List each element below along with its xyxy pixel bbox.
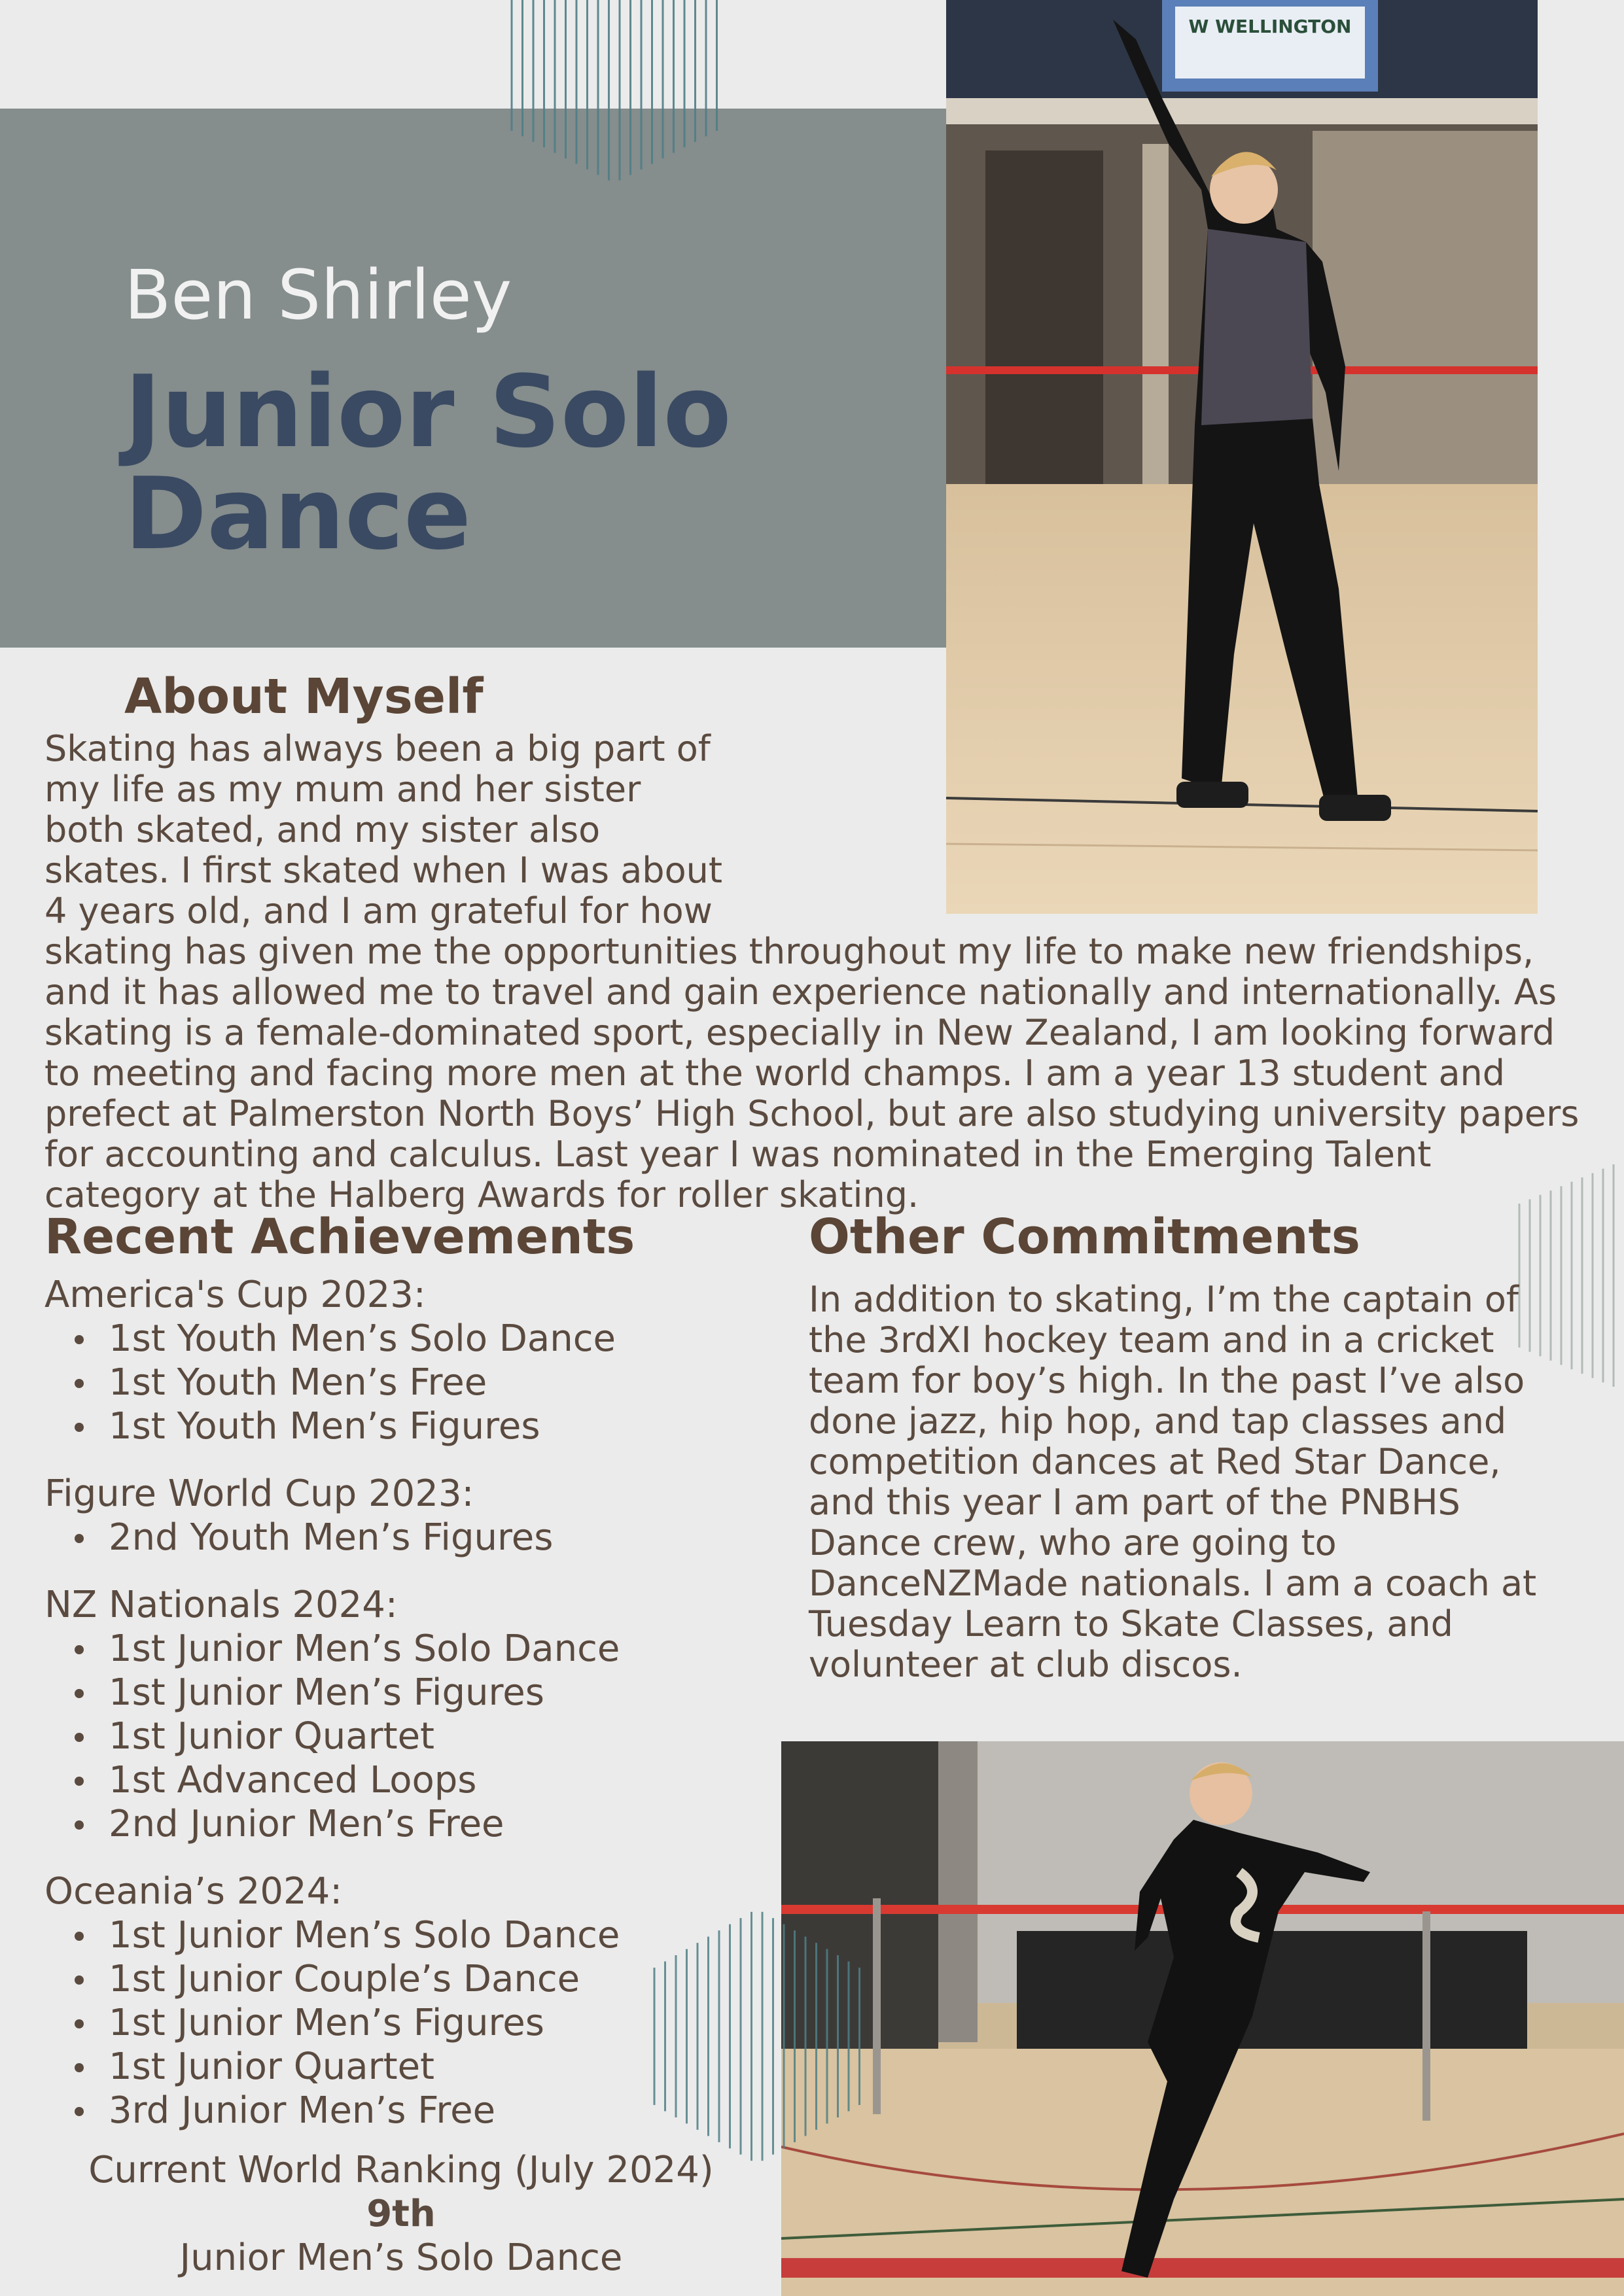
achievement-item: 2nd Youth Men’s Figures [109,1516,738,1559]
achievement-item: 1st Advanced Loops [109,1758,738,1802]
achievement-item: 2nd Junior Men’s Free [109,1802,738,1846]
achievement-item: 1st Junior Quartet [109,2045,738,2089]
achievement-item: 1st Junior Quartet [109,1714,738,1758]
achievement-group [44,1583,738,1846]
world-ranking [44,2148,758,2280]
about-heading: About Myself [124,669,484,725]
achievement-group [44,1273,738,1448]
about-paragraph: Skating has always been a big part of my life as my mum and her sister both skated, and my sister also skates. I first skated when I was about 4 years old, and I am grateful for how skating has given me the opportunities throughout my life to make new friendships, and it has allowed me to travel and gain experience nationally and internationally. As skating is a female-dominated sport, especially in New Zealand, I am looking forward to meeting and facing more men at the world champs. I am a year 13 student and prefect at Palmerston North Boys’ High School, but are also studying university papers for accounting and calculus. Last year I was nominated in the Emerging Talent category at the Halberg Awards for roller skating. [44,728,1580,1215]
top-stripes-decoration [509,0,725,190]
achievements-list [44,1273,738,2156]
achievements-heading: Recent Achievements [44,1209,635,1265]
discipline-title: Junior Solo Dance [124,354,732,572]
achievement-items [44,1913,738,2132]
about-body-text [44,729,1589,1215]
achievement-group [44,1870,738,2132]
achievement-items [44,1317,738,1448]
commitments-heading: Other Commitments [809,1209,1360,1265]
bottom-stripes-decoration [652,1902,868,2170]
achievement-group-title: America's Cup 2023: [44,1274,426,1316]
achievement-group-title: Figure World Cup 2023: [44,1472,474,1515]
achievement-item: 1st Junior Couple’s Dance [109,1957,738,2001]
achievement-group-title: NZ Nationals 2024: [44,1584,398,1626]
achievement-group [44,1472,738,1559]
achievement-item: 1st Junior Men’s Figures [109,2001,738,2045]
ranking-category: Junior Men’s Solo Dance [179,2236,623,2279]
achievement-item: 3rd Junior Men’s Free [109,2089,738,2132]
achievement-item: 1st Youth Men’s Solo Dance [109,1317,738,1361]
ranking-value: 9th [366,2193,436,2235]
achievement-items [44,1516,738,1559]
achievement-items [44,1627,738,1846]
skater-photo-bottom [781,1741,1624,2296]
commitments-body-text: In addition to skating, I’m the captain of the 3rdXI hockey team and in a cricket team for boy’s high. In the past I’ve also done jazz, hip hop, and tap classes and competition dances at Red Star Dance, and this year I am part of the PNBHS Dance crew, who are going to DanceNZMade nationals. I am a coach at Tuesday Learn to Skate Classes, and volunteer at club discos. [809,1279,1537,1685]
athlete-name: Ben Shirley [124,255,512,335]
ranking-label: Current World Ranking (July 2024) [88,2149,714,2191]
achievement-item: 1st Junior Men’s Solo Dance [109,1627,738,1671]
banner-text: W WELLINGTON [1188,16,1352,37]
achievement-group-title: Oceania’s 2024: [44,1870,343,1913]
achievement-item: 1st Youth Men’s Free [109,1361,738,1404]
achievement-item: 1st Junior Men’s Solo Dance [109,1913,738,1957]
achievement-item: 1st Junior Men’s Figures [109,1671,738,1714]
achievement-item: 1st Youth Men’s Figures [109,1404,738,1448]
photo-wrap-spacer [732,729,1589,918]
